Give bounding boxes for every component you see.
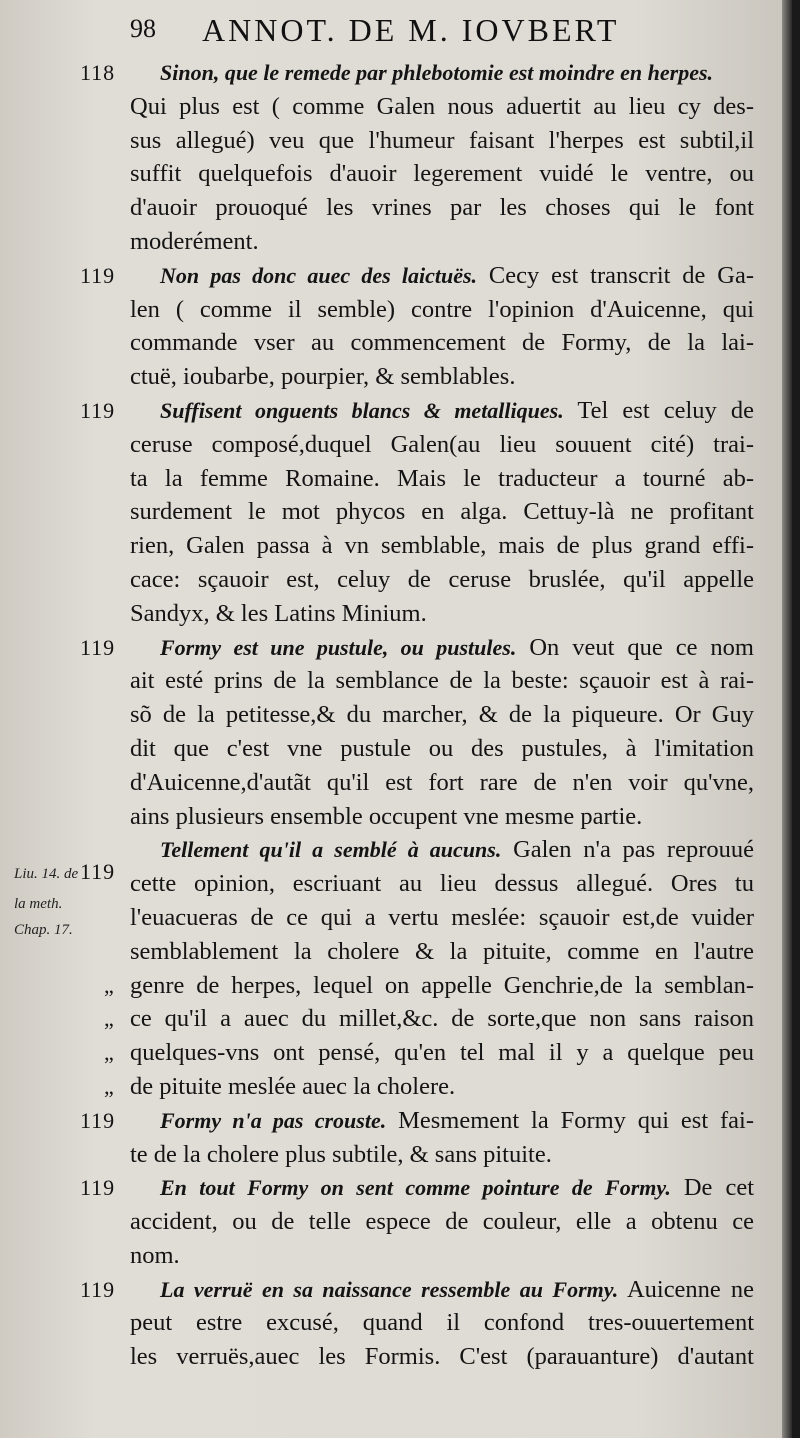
text-line — [0, 631, 792, 665]
line-body: ceruse composé,duquel Galen(au lieu souuent cité) trai- — [130, 430, 754, 458]
quotation-mark: „ — [104, 972, 114, 998]
line-body: semblablement la cholere & la pituite, comme en l'autre — [130, 937, 754, 965]
line-text — [130, 1273, 754, 1307]
text-line — [0, 259, 792, 293]
line-body: suffit quelquefois d'auoir legerement vuidé le ventre, ou — [130, 160, 754, 188]
text-line — [0, 1273, 792, 1307]
line-text — [130, 293, 754, 327]
line-text — [130, 360, 754, 394]
line-body: Auicenne ne — [626, 1275, 755, 1303]
line-text — [130, 1138, 754, 1172]
text-line — [0, 293, 792, 327]
line-body: On veut que ce nom — [529, 633, 754, 661]
page-header — [130, 8, 790, 48]
line-text — [130, 766, 754, 800]
line-body: ait esté prins de la semblance de la beste: sçauoir est à rai- — [130, 667, 754, 695]
line-body: Mesmement la Formy qui est fai- — [398, 1106, 755, 1134]
line-body: De cet — [683, 1174, 754, 1202]
page-edge-shadow — [782, 0, 792, 1438]
text-line — [0, 1306, 792, 1340]
line-body: Cecy est transcrit de Ga- — [488, 261, 754, 289]
line-body: Galen n'a pas reprouué — [513, 836, 755, 864]
text-line — [0, 1340, 792, 1374]
line-text — [130, 800, 754, 834]
text-line — [0, 1171, 792, 1205]
note-number: 119 — [80, 859, 116, 885]
line-text — [130, 732, 754, 766]
text-line — [0, 901, 792, 935]
line-body: les verruës,auec les Formis. C'est (parauanture) d'autant — [130, 1343, 754, 1371]
line-text — [130, 428, 754, 462]
text-line — [0, 1104, 792, 1138]
text-line — [0, 969, 792, 1003]
line-body: rien, Galen passa à vn semblable, mais de plus grand effi- — [130, 532, 754, 560]
line-text — [130, 394, 754, 428]
line-text — [130, 56, 754, 90]
lemma: En tout Formy on sent comme pointure de Formy. — [160, 1175, 671, 1201]
lemma: Formy est une pustule, ou pustules. — [160, 634, 517, 660]
line-body: ta la femme Romaine. Mais le traducteur a tourné ab- — [130, 464, 754, 492]
text-line — [0, 462, 792, 496]
text-line — [0, 495, 792, 529]
line-body: peut estre excusé, quand il confond tres-ouuertement — [130, 1309, 754, 1337]
text-line — [0, 1002, 792, 1036]
text-line — [0, 529, 792, 563]
note-number: 119 — [80, 1276, 116, 1302]
line-text — [130, 1205, 754, 1239]
line-text — [130, 90, 754, 124]
line-text — [130, 833, 754, 867]
text-line — [0, 124, 792, 158]
line-text — [130, 529, 754, 563]
line-body: sus allegué) veu que l'humeur faisant l'herpes est subtil,il — [130, 126, 754, 154]
line-body: cace: sçauoir est, celuy de ceruse bruslée, qu'il appelle — [130, 565, 754, 593]
line-text — [130, 597, 754, 631]
text-line — [0, 394, 792, 428]
line-body: cette opinion, escriuant au lieu dessus allegué. Ores tu — [130, 870, 754, 898]
body-text — [0, 56, 792, 1374]
line-body: ctuë, ioubarbe, pourpier, & semblables. — [130, 363, 516, 391]
quotation-mark: „ — [104, 1006, 114, 1032]
lemma: Suffisent onguents blancs & metalliques. — [160, 397, 564, 423]
lemma: Non pas donc auec des laictuës. — [160, 262, 478, 288]
text-line — [0, 1070, 792, 1104]
line-text — [130, 1104, 754, 1138]
line-body: genre de herpes, lequel on appelle Genchrie,de la semblan- — [130, 971, 754, 999]
text-line — [0, 1239, 792, 1273]
quotation-mark: „ — [104, 1073, 114, 1099]
page-number: 98 — [130, 14, 156, 43]
text-line — [0, 732, 792, 766]
line-body: d'Auicenne,d'autãt qu'il est fort rare de n'en voir qu'vne, — [130, 768, 754, 796]
line-body: d'auoir prouoqué les vrines par les choses qui le font — [130, 194, 754, 222]
line-text — [130, 1002, 754, 1036]
text-line — [0, 1036, 792, 1070]
text-line — [0, 191, 792, 225]
text-line — [0, 1205, 792, 1239]
lemma: Tellement qu'il a semblé à aucuns. — [160, 837, 502, 863]
note-number: 119 — [80, 1107, 116, 1133]
text-line — [0, 800, 792, 834]
margin-note: la meth. — [14, 896, 63, 912]
line-body: Tel est celuy de — [577, 396, 754, 424]
text-line — [0, 833, 792, 867]
text-line — [0, 225, 792, 259]
line-text — [130, 462, 754, 496]
line-text — [130, 1036, 754, 1070]
line-text — [130, 563, 754, 597]
note-number: 119 — [80, 634, 116, 660]
line-text — [130, 664, 754, 698]
margin-note: Liu. 14. de — [14, 866, 79, 882]
line-body: len ( comme il semble) contre l'opinion d'Auicenne, qui — [130, 295, 754, 323]
margin-note: Chap. 17. — [14, 922, 73, 938]
text-line — [0, 1138, 792, 1172]
line-text — [130, 1239, 754, 1273]
line-text — [130, 1171, 754, 1205]
line-body: te de la cholere plus subtile, & sans pituite. — [130, 1140, 552, 1168]
text-line — [0, 56, 792, 90]
text-line — [0, 597, 792, 631]
lemma: Sinon, que le remede par phlebotomie est moindre en herpes. — [160, 60, 714, 85]
note-number: 119 — [80, 1175, 116, 1201]
line-text — [130, 1070, 754, 1104]
line-body: ains plusieurs ensemble occupent vne mesme partie. — [130, 802, 643, 830]
line-text — [130, 631, 754, 665]
line-text — [130, 1306, 754, 1340]
line-body: commande vser au commencement de Formy, de la lai- — [130, 329, 754, 357]
text-line — [0, 326, 792, 360]
line-body: l'euacueras de ce qui a vertu meslée: sçauoir est,de vuider — [130, 903, 754, 931]
line-body: Sandyx, & les Latins Minium. — [130, 599, 427, 627]
note-number: 119 — [80, 397, 116, 423]
text-line — [0, 859, 792, 901]
line-text — [130, 259, 754, 293]
text-line — [0, 766, 792, 800]
line-text — [130, 698, 754, 732]
line-body: sõ de la petitesse,& du marcher, & de la piqueure. Or Guy — [130, 701, 754, 729]
text-line — [0, 664, 792, 698]
line-body: nom. — [130, 1241, 180, 1269]
line-text — [130, 901, 754, 935]
line-body: dit que c'est vne pustule ou des pustules, à l'imitation — [130, 734, 754, 762]
text-line — [0, 90, 792, 124]
running-title: ANNOT. DE M. IOVBERT — [202, 12, 620, 48]
text-line — [0, 157, 792, 191]
line-text — [130, 935, 754, 969]
line-body: accident, ou de telle espece de couleur, elle a obtenu ce — [130, 1208, 754, 1236]
line-text — [130, 124, 754, 158]
lemma: La verruë en sa naissance ressemble au Formy. — [160, 1276, 619, 1302]
line-body: moderément. — [130, 227, 259, 255]
line-body: surdement le mot phycos en alga. Cettuy-là ne profitant — [130, 498, 754, 526]
line-body: de pituite meslée auec la cholere. — [130, 1072, 456, 1100]
line-body: quelques-vns ont pensé, qu'en tel mal il y a quelque peu — [130, 1039, 754, 1067]
line-text — [130, 157, 754, 191]
text-line — [0, 428, 792, 462]
text-line — [0, 935, 792, 969]
line-text — [130, 326, 754, 360]
note-number: 119 — [80, 262, 116, 288]
text-line — [0, 360, 792, 394]
line-body: ce qu'il a auec du millet,&c. de sorte,que non sans raison — [130, 1005, 754, 1033]
line-text — [130, 495, 754, 529]
lemma: Formy n'a pas crouste. — [160, 1107, 387, 1133]
line-text — [130, 969, 754, 1003]
note-number: 118 — [80, 60, 116, 85]
quotation-mark: „ — [104, 1040, 114, 1066]
text-line — [0, 698, 792, 732]
line-text — [130, 1340, 754, 1374]
line-text — [130, 867, 754, 901]
text-line — [0, 563, 792, 597]
line-body: Qui plus est ( comme Galen nous aduertit au lieu cy des- — [130, 92, 754, 120]
line-text — [130, 225, 754, 259]
line-text — [130, 191, 754, 225]
